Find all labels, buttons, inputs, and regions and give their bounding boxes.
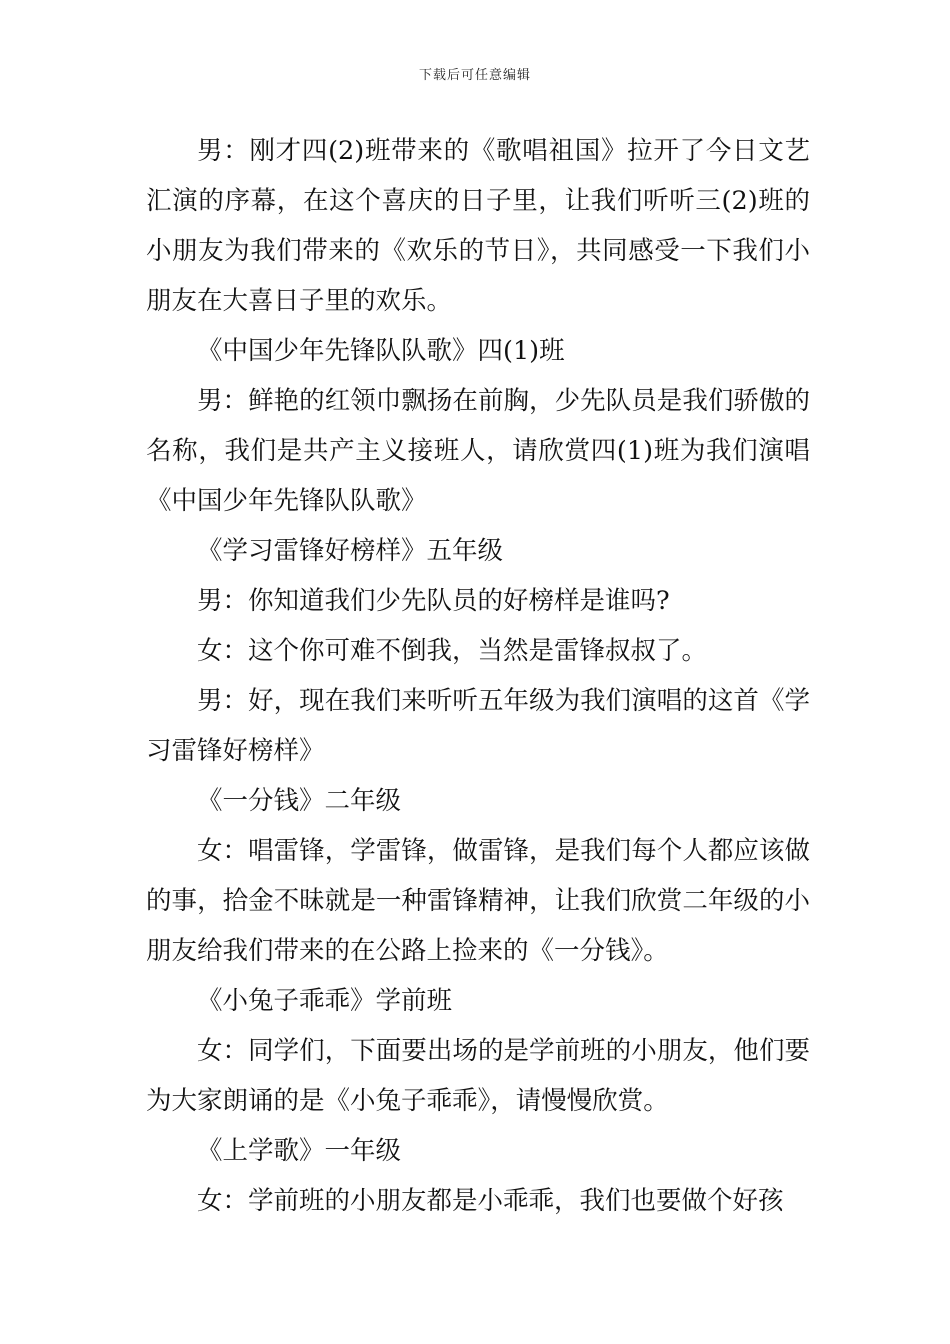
paragraph-host-intro-little-rabbit: 女：同学们，下面要出场的是学前班的小朋友，他们要为大家朗诵的是《小兔子乖乖》，请慢慢欣赏。	[146, 1036, 810, 1116]
paragraph-host-answer-leifeng: 女：这个你可难不倒我，当然是雷锋叔叔了。	[197, 636, 708, 666]
document-body	[146, 126, 810, 1226]
paragraph-host-intro-leifeng-song: 男：好，现在我们来听听五年级为我们演唱的这首《学习雷锋好榜样》	[146, 686, 810, 766]
program-title-little-rabbit: 《小兔子乖乖》学前班	[197, 986, 453, 1016]
program-title-school-song: 《上学歌》一年级	[197, 1136, 402, 1166]
paragraph-host-pioneers-anthem: 男：鲜艳的红领巾飘扬在前胸，少先队员是我们骄傲的名称，我们是共产主义接班人，请欣赏四(1)班为我们演唱《中国少年先锋队队歌》	[146, 386, 810, 516]
paragraph-host-question-role-model: 男：你知道我们少先队员的好榜样是谁吗?	[197, 586, 670, 616]
page-header: 下载后可任意编辑	[418, 68, 531, 83]
program-title-one-cent: 《一分钱》二年级	[197, 786, 402, 816]
paragraph-host-intro-school-song: 女：学前班的小朋友都是小乖乖，我们也要做个好孩	[197, 1186, 784, 1216]
program-title-pioneers-anthem: 《中国少年先锋队队歌》四(1)班	[197, 336, 565, 366]
paragraph-host-intro-joy-festival: 男：刚才四(2)班带来的《歌唱祖国》拉开了今日文艺汇演的序幕，在这个喜庆的日子里，让我们听听三(2)班的小朋友为我们带来的《欢乐的节日》，共同感受一下我们小朋友在大喜日子里的欢乐。	[146, 136, 810, 316]
paragraph-host-intro-one-cent: 女：唱雷锋，学雷锋，做雷锋，是我们每个人都应该做的事，拾金不昧就是一种雷锋精神，让我们欣赏二年级的小朋友给我们带来的在公路上捡来的《一分钱》。	[146, 836, 810, 966]
program-title-learn-from-leifeng: 《学习雷锋好榜样》五年级	[197, 536, 504, 566]
